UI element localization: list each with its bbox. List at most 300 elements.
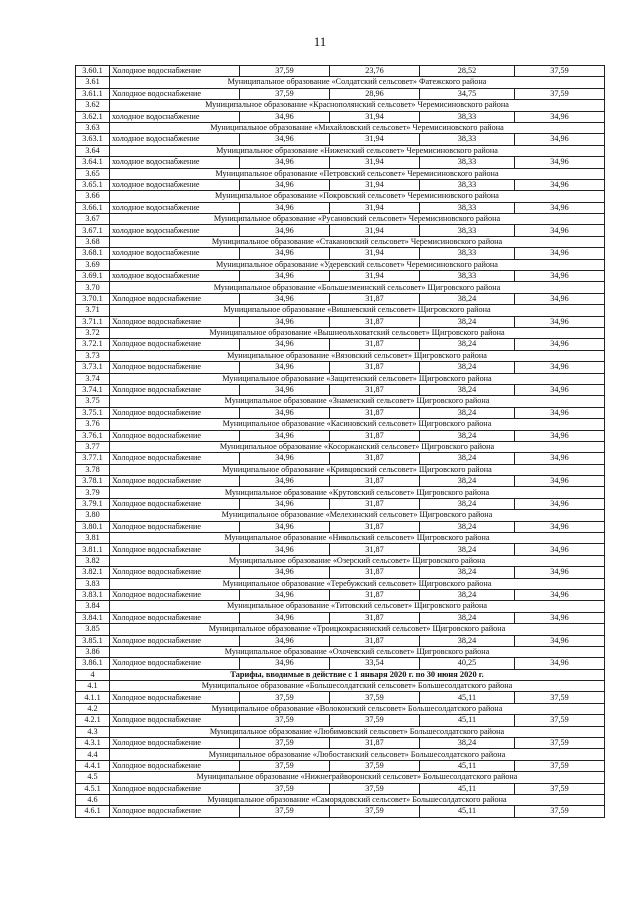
tariff-value: 31,87 [330, 430, 420, 441]
tariff-value: 34,96 [240, 453, 330, 464]
tariff-value: 31,87 [330, 544, 420, 555]
row-number: 3.79 [76, 487, 110, 498]
municipality-row [76, 145, 605, 156]
tariff-value: 38,33 [420, 134, 515, 145]
municipality-row [76, 122, 605, 133]
tariff-value: 31,87 [330, 476, 420, 487]
tariff-value: 34,96 [515, 453, 605, 464]
tariff-value: 34,96 [515, 612, 605, 623]
service-name: Холодное водоснабжение [110, 430, 240, 441]
row-number: 3.82 [76, 555, 110, 566]
service-name: Холодное водоснабжение [110, 498, 240, 509]
tariff-value: 34,96 [515, 111, 605, 122]
tariff-value: 34,96 [515, 589, 605, 600]
tariff-value: 37,59 [330, 783, 420, 794]
municipality-title: Муниципальное образование «Троицкокраснянский сельсовет» Щигровского района [110, 624, 605, 635]
service-name: Холодное водоснабжение [110, 567, 240, 578]
tariff-value: 31,87 [330, 453, 420, 464]
tariff-value-row [76, 362, 605, 373]
row-number: 4.3 [76, 726, 110, 737]
municipality-title: Муниципальное образование «Покровский сельсовет» Черемисиновского района [110, 191, 605, 202]
tariff-value: 37,59 [240, 806, 330, 817]
service-name: холодное водоснабжение [110, 248, 240, 259]
tariff-value: 45,11 [420, 715, 515, 726]
service-name: Холодное водоснабжение [110, 293, 240, 304]
tariff-value: 34,96 [240, 271, 330, 282]
tariff-value: 38,24 [420, 339, 515, 350]
tariff-value: 34,96 [240, 567, 330, 578]
tariff-value-row [76, 248, 605, 259]
row-number: 3.65.1 [76, 179, 110, 190]
tariff-value: 37,59 [515, 738, 605, 749]
tariff-value: 38,33 [420, 157, 515, 168]
tariff-value: 34,96 [515, 248, 605, 259]
municipality-title: Муниципальное образование «Солдатский сельсовет» Фатежского района [110, 77, 605, 88]
tariff-value: 34,96 [240, 362, 330, 373]
tariff-value: 34,96 [240, 430, 330, 441]
tariff-value: 38,24 [420, 430, 515, 441]
municipality-title: Муниципальное образование «Косоржанский сельсовет» Щигровского района [110, 441, 605, 452]
tariff-value: 37,59 [515, 88, 605, 99]
tariff-value-row [76, 293, 605, 304]
service-name: холодное водоснабжение [110, 225, 240, 236]
tariff-value-row [76, 658, 605, 669]
municipality-row [76, 772, 605, 783]
service-name: Холодное водоснабжение [110, 692, 240, 703]
tariff-value: 31,87 [330, 635, 420, 646]
service-name: Холодное водоснабжение [110, 806, 240, 817]
tariff-value: 38,24 [420, 544, 515, 555]
tariff-value: 38,24 [420, 316, 515, 327]
tariff-value: 38,33 [420, 202, 515, 213]
row-number: 3.70.1 [76, 293, 110, 304]
tariff-value: 31,87 [330, 407, 420, 418]
row-number: 3.78.1 [76, 476, 110, 487]
tariff-value: 34,96 [515, 179, 605, 190]
municipality-row [76, 510, 605, 521]
row-number: 3.67 [76, 214, 110, 225]
service-name: Холодное водоснабжение [110, 783, 240, 794]
tariff-value: 38,24 [420, 635, 515, 646]
tariff-value-row [76, 476, 605, 487]
tariff-value: 37,59 [240, 738, 330, 749]
tariff-value: 37,59 [515, 692, 605, 703]
tariff-value: 38,33 [420, 271, 515, 282]
tariff-value: 34,96 [240, 202, 330, 213]
service-name: Холодное водоснабжение [110, 635, 240, 646]
tariff-value: 34,96 [240, 544, 330, 555]
tariff-value: 34,96 [240, 111, 330, 122]
tariff-value: 34,96 [515, 271, 605, 282]
row-number: 3.68.1 [76, 248, 110, 259]
service-name: холодное водоснабжение [110, 111, 240, 122]
tariff-value-row [76, 498, 605, 509]
municipality-row [76, 749, 605, 760]
row-number: 3.66.1 [76, 202, 110, 213]
row-number: 3.76 [76, 419, 110, 430]
tariff-value: 31,87 [330, 339, 420, 350]
municipality-title: Муниципальное образование «Никольский сельсовет» Щигровского района [110, 533, 605, 544]
row-number: 3.73.1 [76, 362, 110, 373]
tariff-value: 34,96 [515, 476, 605, 487]
tariff-value: 38,33 [420, 225, 515, 236]
municipality-row [76, 419, 605, 430]
service-name: Холодное водоснабжение [110, 658, 240, 669]
tariff-value: 31,94 [330, 248, 420, 259]
tariff-value: 45,11 [420, 760, 515, 771]
tariff-value: 45,11 [420, 783, 515, 794]
tariff-value: 37,59 [330, 692, 420, 703]
tariff-value: 34,96 [515, 567, 605, 578]
row-number: 3.62.1 [76, 111, 110, 122]
row-number: 3.80 [76, 510, 110, 521]
municipality-title: Муниципальное образование «Ниженский сельсовет» Черемисиновского района [110, 145, 605, 156]
tariff-value: 38,33 [420, 111, 515, 122]
tariff-value-row [76, 316, 605, 327]
row-number: 3.61.1 [76, 88, 110, 99]
tariff-value: 37,59 [240, 66, 330, 77]
tariff-table [75, 65, 605, 818]
service-name: Холодное водоснабжение [110, 715, 240, 726]
municipality-row [76, 703, 605, 714]
service-name: холодное водоснабжение [110, 202, 240, 213]
tariff-value: 34,96 [515, 544, 605, 555]
tariff-value: 34,96 [240, 658, 330, 669]
municipality-title: Муниципальное образование «Знаменский сельсовет» Щигровского района [110, 396, 605, 407]
tariff-value: 34,96 [240, 635, 330, 646]
municipality-title: Муниципальное образование «Защитенский сельсовет» Щигровского района [110, 373, 605, 384]
tariff-value: 45,11 [420, 806, 515, 817]
row-number: 3.78 [76, 464, 110, 475]
service-name: Холодное водоснабжение [110, 476, 240, 487]
tariff-value: 31,87 [330, 612, 420, 623]
tariff-value: 38,33 [420, 248, 515, 259]
tariff-value: 34,96 [240, 293, 330, 304]
tariff-value-row [76, 738, 605, 749]
tariff-value-row [76, 66, 605, 77]
row-number: 3.68 [76, 236, 110, 247]
tariff-value: 28,96 [330, 88, 420, 99]
tariff-value: 34,96 [515, 134, 605, 145]
row-number: 3.64 [76, 145, 110, 156]
tariff-value: 31,87 [330, 316, 420, 327]
tariff-table-body [76, 66, 605, 818]
tariff-value: 31,87 [330, 738, 420, 749]
row-number: 3.74.1 [76, 384, 110, 395]
row-number: 4.6 [76, 795, 110, 806]
service-name: холодное водоснабжение [110, 179, 240, 190]
tariff-value: 37,59 [330, 806, 420, 817]
tariff-value: 31,94 [330, 157, 420, 168]
tariff-value: 34,96 [240, 589, 330, 600]
tariff-value: 31,87 [330, 521, 420, 532]
municipality-title: Муниципальное образование «Большесолдатский сельсовет» Большесолдатского района [110, 681, 605, 692]
municipality-title: Муниципальное образование «Саморядовский сельсовет» Большесолдатского района [110, 795, 605, 806]
row-number: 3.72 [76, 327, 110, 338]
row-number: 3.72.1 [76, 339, 110, 350]
tariff-value: 31,94 [330, 179, 420, 190]
row-number: 3.82.1 [76, 567, 110, 578]
tariff-value: 34,96 [515, 658, 605, 669]
tariff-value: 33,54 [330, 658, 420, 669]
row-number: 3.66 [76, 191, 110, 202]
municipality-title: Муниципальное образование «Петровский сельсовет» Черемисиновского района [110, 168, 605, 179]
row-number: 4.3.1 [76, 738, 110, 749]
tariff-value-row [76, 783, 605, 794]
row-number: 3.83 [76, 578, 110, 589]
section-title: Тарифы, вводимые в действие с 1 января 2020 г. по 30 июня 2020 г. [110, 669, 605, 680]
tariff-value-row [76, 88, 605, 99]
row-number: 3.63.1 [76, 134, 110, 145]
row-number: 3.83.1 [76, 589, 110, 600]
tariff-value: 38,24 [420, 589, 515, 600]
service-name: Холодное водоснабжение [110, 738, 240, 749]
tariff-value-row [76, 384, 605, 395]
service-name: Холодное водоснабжение [110, 453, 240, 464]
municipality-row [76, 373, 605, 384]
municipality-title: Муниципальное образование «Касиновский сельсовет» Щигровского района [110, 419, 605, 430]
tariff-value: 38,24 [420, 293, 515, 304]
municipality-row [76, 77, 605, 88]
municipality-row [76, 168, 605, 179]
row-number: 3.84 [76, 601, 110, 612]
municipality-row [76, 282, 605, 293]
service-name: Холодное водоснабжение [110, 521, 240, 532]
tariff-value: 45,11 [420, 692, 515, 703]
row-number: 4.4 [76, 749, 110, 760]
row-number: 3.69 [76, 259, 110, 270]
tariff-value: 34,96 [515, 293, 605, 304]
tariff-value-row [76, 453, 605, 464]
tariff-value: 38,24 [420, 567, 515, 578]
row-number: 3.81 [76, 533, 110, 544]
tariff-value-row [76, 111, 605, 122]
tariff-value-row [76, 430, 605, 441]
tariff-value: 38,24 [420, 384, 515, 395]
municipality-row [76, 464, 605, 475]
tariff-value: 23,76 [330, 66, 420, 77]
tariff-value-row [76, 715, 605, 726]
tariff-value-row [76, 339, 605, 350]
tariff-value-row [76, 589, 605, 600]
tariff-value-row [76, 806, 605, 817]
tariff-value: 34,96 [240, 498, 330, 509]
row-number: 3.63 [76, 122, 110, 133]
tariff-value-row [76, 760, 605, 771]
row-number: 3.75 [76, 396, 110, 407]
row-number: 3.60.1 [76, 66, 110, 77]
municipality-row [76, 441, 605, 452]
municipality-row [76, 533, 605, 544]
municipality-row [76, 601, 605, 612]
tariff-value-row [76, 202, 605, 213]
municipality-title: Муниципальное образование «Михайловский сельсовет» Черемисиновского района [110, 122, 605, 133]
tariff-value: 38,24 [420, 738, 515, 749]
tariff-value: 28,52 [420, 66, 515, 77]
row-number: 3.74 [76, 373, 110, 384]
tariff-value: 37,59 [515, 760, 605, 771]
tariff-value: 34,96 [240, 157, 330, 168]
municipality-title: Муниципальное образование «Кривцовский сельсовет» Щигровского района [110, 464, 605, 475]
service-name: Холодное водоснабжение [110, 760, 240, 771]
row-number: 3.75.1 [76, 407, 110, 418]
municipality-row [76, 327, 605, 338]
tariff-value-row [76, 635, 605, 646]
row-number: 4.6.1 [76, 806, 110, 817]
tariff-value: 38,33 [420, 179, 515, 190]
tariff-value: 38,24 [420, 362, 515, 373]
row-number: 3.81.1 [76, 544, 110, 555]
tariff-value: 34,96 [240, 407, 330, 418]
tariff-value: 38,24 [420, 407, 515, 418]
row-number: 4.5 [76, 772, 110, 783]
row-number: 3.85.1 [76, 635, 110, 646]
tariff-value: 34,96 [240, 339, 330, 350]
service-name: Холодное водоснабжение [110, 66, 240, 77]
municipality-title: Муниципальное образование «Нижнеграйворонский сельсовет» Большесолдатского района [110, 772, 605, 783]
municipality-title: Муниципальное образование «Большезмеинский сельсовет» Щигровского района [110, 282, 605, 293]
tariff-value: 37,59 [240, 88, 330, 99]
municipality-row [76, 795, 605, 806]
tariff-value-row [76, 692, 605, 703]
municipality-row [76, 578, 605, 589]
tariff-value: 31,87 [330, 384, 420, 395]
municipality-row [76, 100, 605, 111]
service-name: Холодное водоснабжение [110, 589, 240, 600]
row-number: 3.80.1 [76, 521, 110, 532]
service-name: холодное водоснабжение [110, 271, 240, 282]
municipality-row [76, 487, 605, 498]
row-number: 4.1 [76, 681, 110, 692]
municipality-row [76, 646, 605, 657]
tariff-value-row [76, 157, 605, 168]
service-name: Холодное водоснабжение [110, 384, 240, 395]
tariff-value: 37,59 [330, 760, 420, 771]
row-number: 3.62 [76, 100, 110, 111]
row-number: 3.85 [76, 624, 110, 635]
section-row [76, 669, 605, 680]
tariff-value: 31,87 [330, 567, 420, 578]
tariff-value: 34,96 [240, 248, 330, 259]
tariff-value: 34,96 [515, 521, 605, 532]
tariff-value: 38,24 [420, 453, 515, 464]
service-name: Холодное водоснабжение [110, 612, 240, 623]
tariff-value: 31,87 [330, 293, 420, 304]
row-number: 3.69.1 [76, 271, 110, 282]
tariff-value: 38,24 [420, 476, 515, 487]
service-name: Холодное водоснабжение [110, 407, 240, 418]
tariff-value-row [76, 612, 605, 623]
municipality-title: Муниципальное образование «Вишневский сельсовет» Щигровского района [110, 305, 605, 316]
row-number: 3.71.1 [76, 316, 110, 327]
page-number: 11 [313, 34, 327, 49]
tariff-value: 37,59 [240, 760, 330, 771]
tariff-value: 34,96 [515, 635, 605, 646]
tariff-value: 31,87 [330, 362, 420, 373]
tariff-value-row [76, 521, 605, 532]
row-number: 3.76.1 [76, 430, 110, 441]
tariff-value: 37,59 [240, 692, 330, 703]
municipality-row [76, 555, 605, 566]
tariff-value: 34,96 [240, 612, 330, 623]
tariff-value-row [76, 271, 605, 282]
municipality-row [76, 350, 605, 361]
tariff-value: 31,94 [330, 202, 420, 213]
tariff-value: 34,96 [240, 179, 330, 190]
municipality-title: Муниципальное образование «Мелехинский сельсовет» Щигровского района [110, 510, 605, 521]
municipality-title: Муниципальное образование «Охочевский сельсовет» Щигровского района [110, 646, 605, 657]
service-name: холодное водоснабжение [110, 157, 240, 168]
tariff-value: 37,59 [330, 715, 420, 726]
tariff-value: 34,75 [420, 88, 515, 99]
tariff-value: 34,96 [240, 134, 330, 145]
municipality-title: Муниципальное образование «Любимовский сельсовет» Большесолдатского района [110, 726, 605, 737]
municipality-row [76, 726, 605, 737]
row-number: 3.67.1 [76, 225, 110, 236]
tariff-value-row [76, 407, 605, 418]
service-name: Холодное водоснабжение [110, 316, 240, 327]
tariff-value: 37,59 [515, 715, 605, 726]
service-name: Холодное водоснабжение [110, 544, 240, 555]
tariff-value-row [76, 225, 605, 236]
tariff-value: 31,94 [330, 225, 420, 236]
tariff-value: 34,96 [240, 521, 330, 532]
tariff-value-row [76, 544, 605, 555]
tariff-value: 31,94 [330, 271, 420, 282]
municipality-row [76, 259, 605, 270]
row-number: 4.4.1 [76, 760, 110, 771]
tariff-value: 34,96 [515, 362, 605, 373]
row-number: 3.61 [76, 77, 110, 88]
tariff-value: 31,94 [330, 134, 420, 145]
tariff-value: 34,96 [515, 430, 605, 441]
tariff-value: 34,96 [515, 498, 605, 509]
service-name: Холодное водоснабжение [110, 362, 240, 373]
tariff-value: 37,59 [240, 715, 330, 726]
service-name: Холодное водоснабжение [110, 339, 240, 350]
row-number: 3.84.1 [76, 612, 110, 623]
tariff-value-row [76, 567, 605, 578]
tariff-value: 31,94 [330, 111, 420, 122]
row-number: 4.5.1 [76, 783, 110, 794]
municipality-row [76, 681, 605, 692]
municipality-title: Муниципальное образование «Волоконский сельсовет» Большесолдатского района [110, 703, 605, 714]
municipality-row [76, 214, 605, 225]
tariff-value: 38,24 [420, 498, 515, 509]
tariff-value: 31,87 [330, 498, 420, 509]
municipality-title: Муниципальное образование «Русановский сельсовет» Черемисиновского района [110, 214, 605, 225]
row-number: 3.86 [76, 646, 110, 657]
tariff-value: 34,96 [515, 225, 605, 236]
municipality-title: Муниципальное образование «Титовский сельсовет» Щигровского района [110, 601, 605, 612]
row-number: 3.79.1 [76, 498, 110, 509]
tariff-value-row [76, 179, 605, 190]
row-number: 4.2.1 [76, 715, 110, 726]
tariff-value: 34,96 [240, 225, 330, 236]
municipality-title: Муниципальное образование «Озерский сельсовет» Щигровского района [110, 555, 605, 566]
row-number: 4.1.1 [76, 692, 110, 703]
tariff-value: 34,96 [240, 476, 330, 487]
row-number: 3.77.1 [76, 453, 110, 464]
tariff-value: 38,24 [420, 521, 515, 532]
municipality-title: Муниципальное образование «Стакановский сельсовет» Черемисиновского района [110, 236, 605, 247]
tariff-value: 34,96 [515, 384, 605, 395]
municipality-title: Муниципальное образование «Вышнеольховатский сельсовет» Щигровского района [110, 327, 605, 338]
row-number: 3.73 [76, 350, 110, 361]
tariff-value-row [76, 134, 605, 145]
municipality-row [76, 305, 605, 316]
tariff-value: 37,59 [240, 783, 330, 794]
